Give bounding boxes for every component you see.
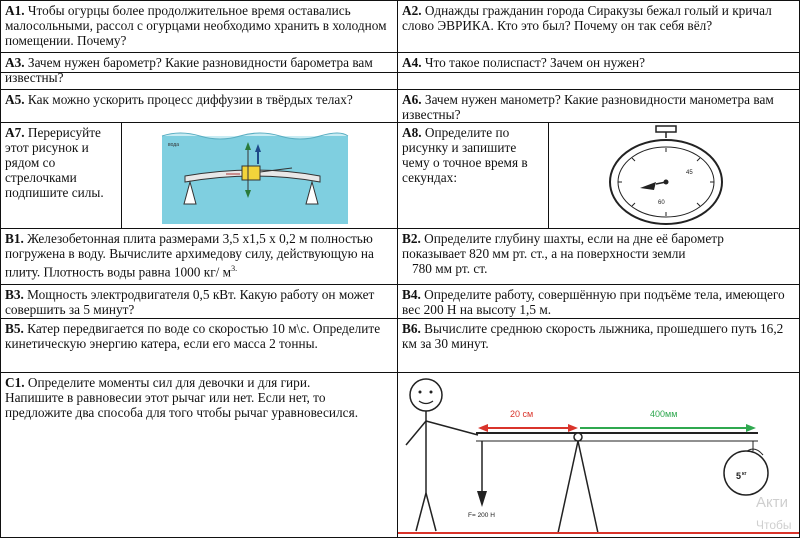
- task-b3-text: Мощность электродвигателя 0,5 кВт. Какую работу он может совершить за 5 минут?: [5, 287, 375, 317]
- task-a6: [398, 90, 778, 122]
- task-a6-text: Зачем нужен манометр? Какие разновидности манометра вам известны?: [402, 92, 774, 122]
- stopwatch-figure: [600, 124, 732, 226]
- lever-weight-unit: кг: [742, 471, 747, 477]
- task-b2-text: Определите глубину шахты, если на дне её барометр показывает 820 мм рт. ст., а на поверхности земли: [402, 231, 724, 261]
- task-b2: [398, 229, 778, 276]
- watermark-line2: Чтобы: [756, 518, 792, 532]
- task-b4-label: В4.: [402, 287, 421, 302]
- task-b6-text: Вычислите среднюю скорость лыжника, прошедшего путь 16,2 км за 30 минут.: [402, 321, 784, 351]
- task-a3: [1, 53, 397, 85]
- task-c1-text: Определите моменты сил для девочки и для гири. Напишите в равновесии этот рычаг или нет. Если нет, то предложите два способа для того чтобы рычаг уравновесился.: [5, 375, 359, 420]
- task-b1-label: В1.: [5, 231, 24, 246]
- task-a8: [398, 123, 546, 185]
- task-c1: [1, 373, 371, 420]
- task-b4: [398, 285, 796, 317]
- lever-left-length: 20 см: [510, 409, 534, 419]
- task-a1: [1, 1, 397, 48]
- task-a8-label: А8.: [402, 125, 422, 140]
- task-a7-text: Перерисуйте этот рисунок и рядом со стрелочками подпишите силы.: [5, 125, 104, 200]
- stopwatch-scale-45: 45: [686, 170, 693, 176]
- lever-weight-label: 5: [736, 471, 742, 481]
- task-a7: [1, 123, 121, 200]
- svg-text:вода: вода: [168, 142, 179, 148]
- task-a5-label: А5.: [5, 92, 25, 107]
- task-a3-text: Зачем нужен барометр? Какие разновидности барометра вам известны?: [5, 55, 373, 85]
- task-a4: [398, 53, 798, 70]
- task-b5: [1, 319, 395, 351]
- task-b5-label: В5.: [5, 321, 24, 336]
- task-c1-label: С1.: [5, 375, 25, 390]
- task-a4-label: А4.: [402, 55, 422, 70]
- task-b2-label: В2.: [402, 231, 421, 246]
- task-b5-text: Катер передвигается по воде со скоростью 10 м\с. Определите кинетическую энергию катера, если его масса 2 тонны.: [5, 321, 381, 351]
- task-b4-text: Определите работу, совершённую при подъёме тела, имеющего вес 200 Н на высоту 1,5 м.: [402, 287, 785, 317]
- task-a8-text: Определите по рисунку и запишите чему о точное время в секундах:: [402, 125, 528, 185]
- task-b6-label: В6.: [402, 321, 421, 336]
- task-a5-text: Как можно ускорить процесс диффузии в твёрдых телах?: [24, 92, 353, 107]
- task-b1-text: Железобетонная плита размерами 3,5 x1,5 x 0,2 м полностью погружена в воду. Вычислите архимедову силу, действующую на плиту. Плотность воды равна 1000 кг/ м: [5, 231, 374, 280]
- stopwatch-scale-60: 60: [658, 200, 665, 206]
- task-b1: [1, 229, 395, 279]
- task-a3-label: А3.: [5, 55, 25, 70]
- task-a7-label: А7.: [5, 125, 25, 140]
- task-a2-text: Однажды гражданин города Сиракузы бежал голый и кричал слово ЭВРИКА. Кто это был? Почему он так себя вёл?: [402, 3, 772, 33]
- task-b3-label: В3.: [5, 287, 24, 302]
- float-in-water-figure: [160, 124, 350, 226]
- lever-force-label: F= 200 Н: [468, 512, 495, 519]
- task-b6: [398, 319, 796, 351]
- task-b1-sup: 3.: [231, 264, 238, 273]
- lever-right-length: 400мм: [650, 409, 678, 419]
- task-a1-text: Чтобы огурцы более продолжительное время оставались малосольными, рассол с огурцами необходимо хранить в холодном помещении. Почему?: [5, 3, 387, 48]
- task-a4-text: Что такое полиспаст? Зачем он нужен?: [421, 55, 646, 70]
- task-b3: [1, 285, 393, 317]
- lever-figure: [398, 373, 799, 537]
- task-a2: [398, 1, 798, 33]
- watermark-line1: Акти: [756, 494, 788, 511]
- task-a6-label: А6.: [402, 92, 422, 107]
- task-a2-label: А2.: [402, 3, 422, 18]
- task-a5: [1, 90, 391, 107]
- task-a1-label: А1.: [5, 3, 25, 18]
- task-b2-text2: 780 мм рт. ст.: [412, 261, 488, 276]
